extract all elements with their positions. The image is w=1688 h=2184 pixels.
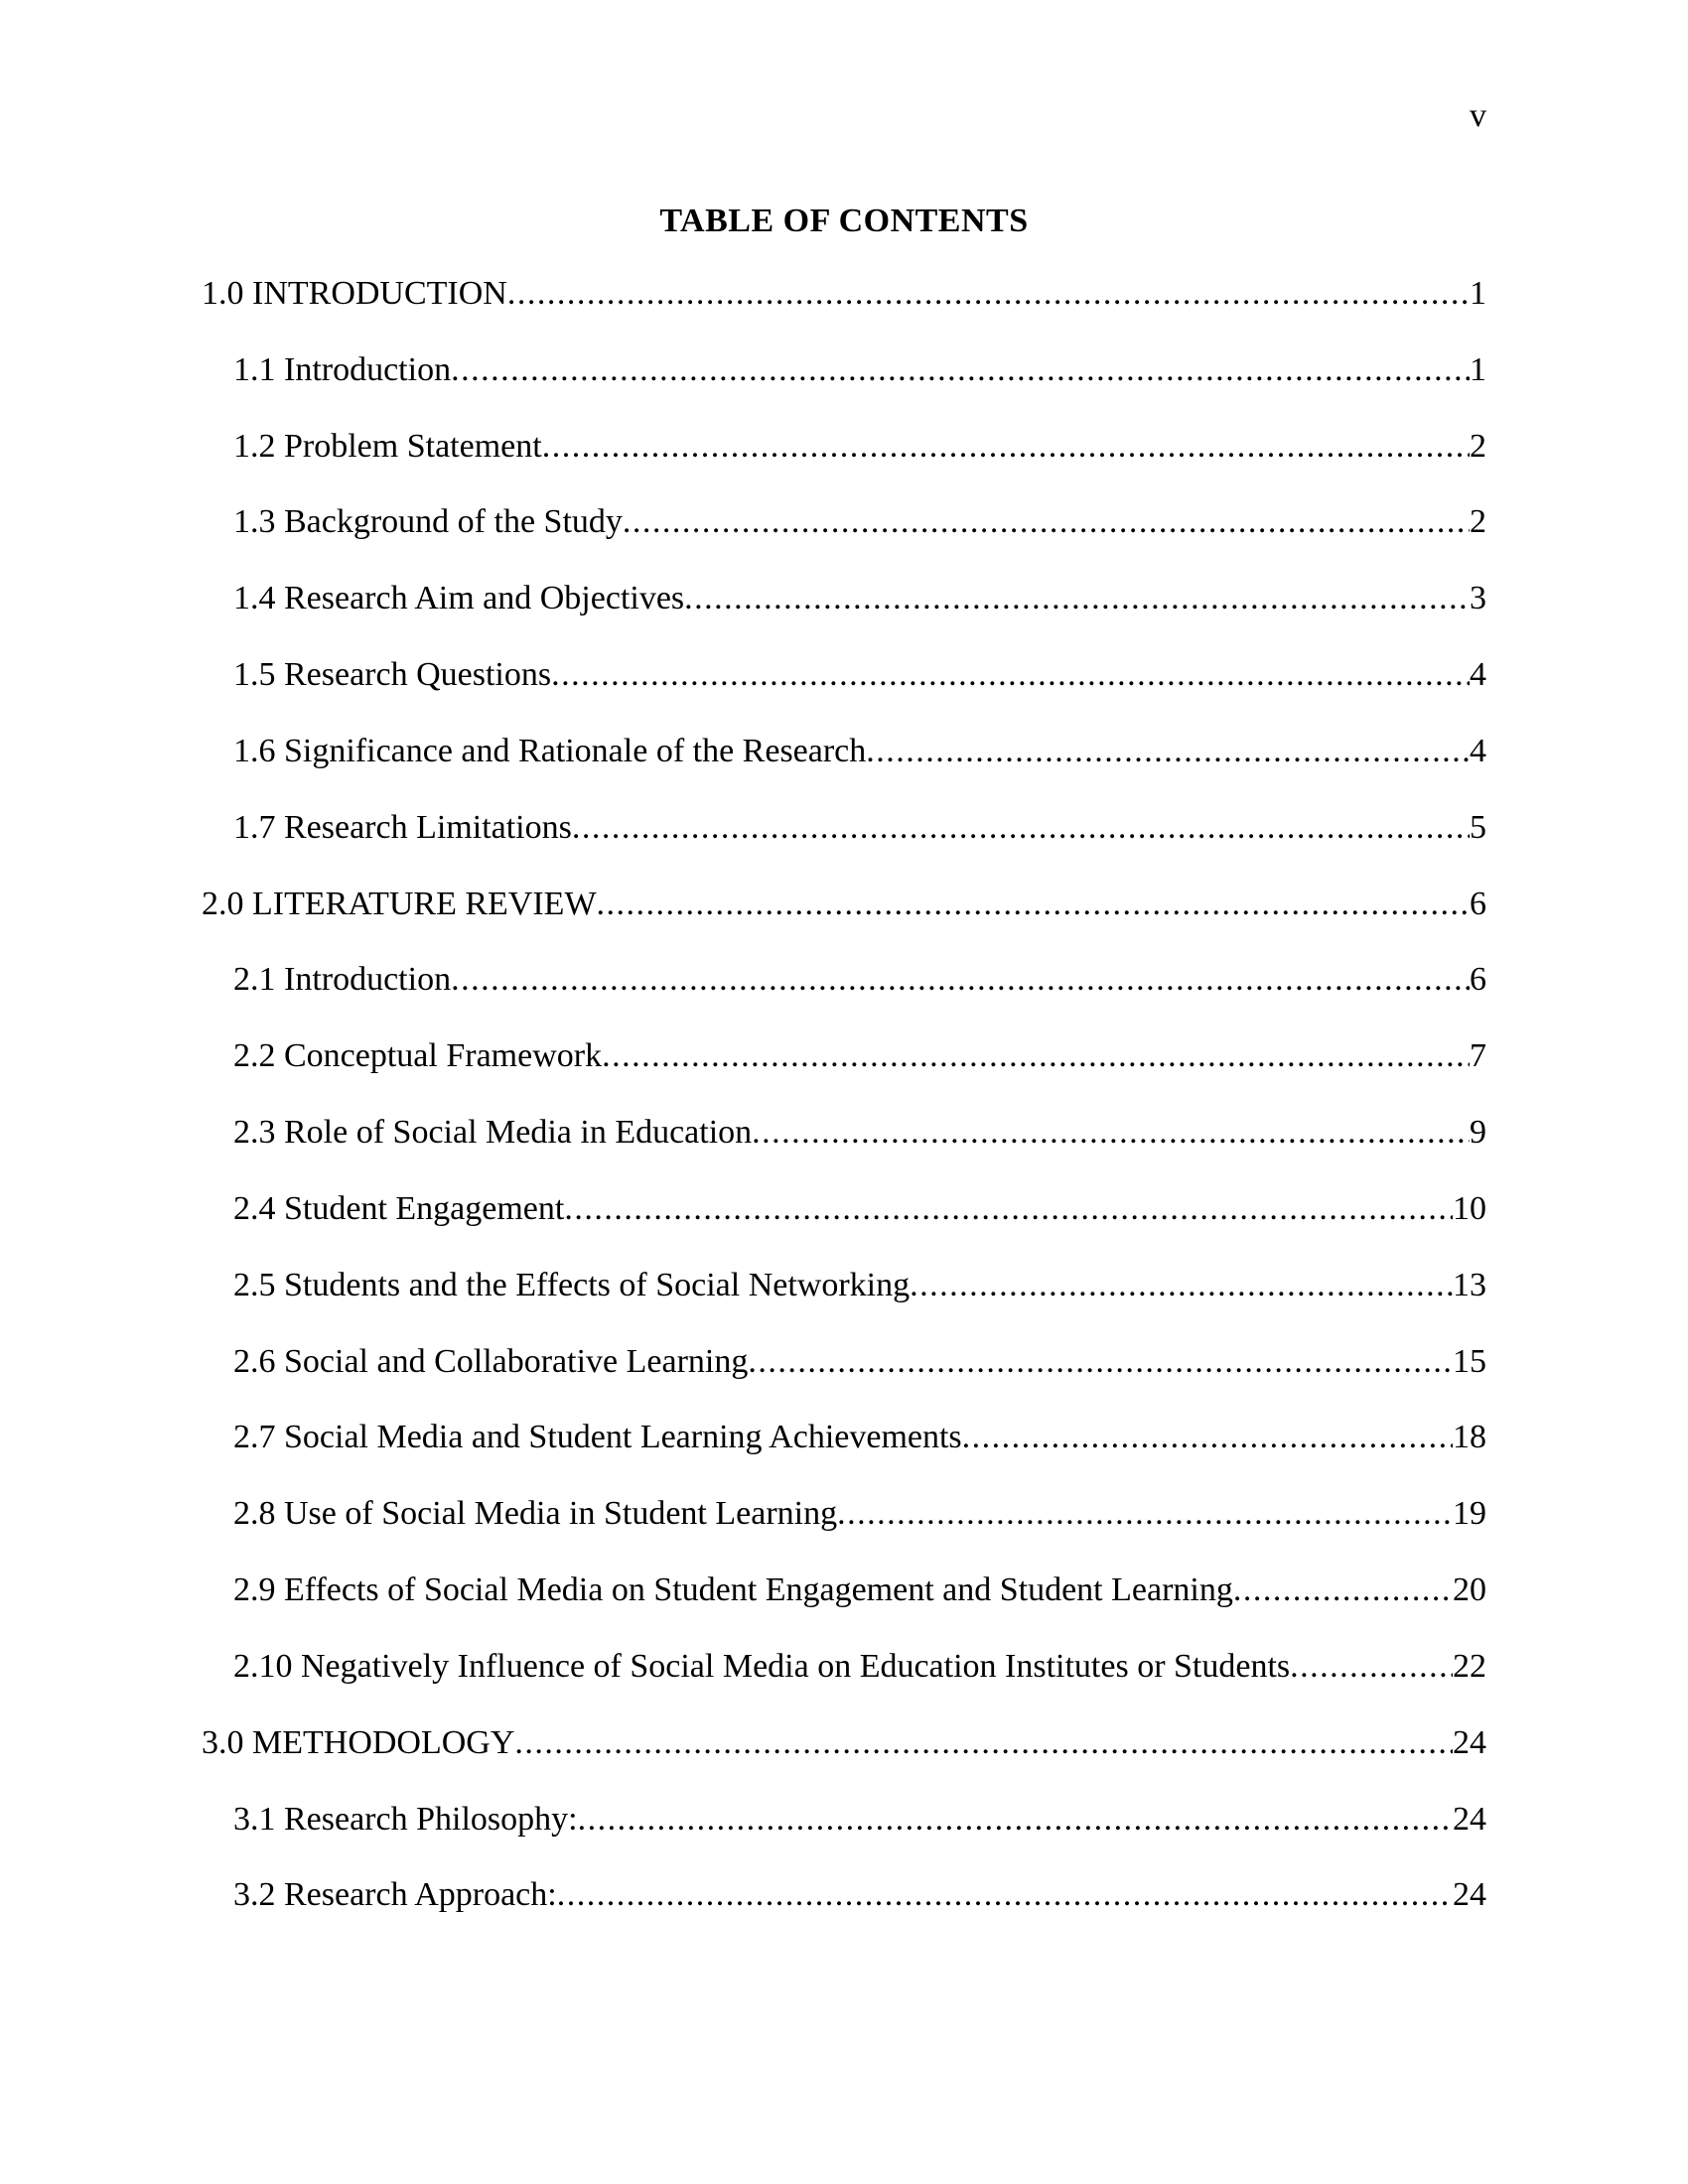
- dot-leader: [602, 1036, 1470, 1076]
- toc-entry-label: 3.1 Research Philosophy:: [233, 1800, 578, 1838]
- toc-entry-page: 6: [1470, 961, 1486, 999]
- toc-entry[interactable]: [202, 1342, 1486, 1419]
- toc-entry[interactable]: [202, 274, 1486, 350]
- toc-entry-page: 4: [1470, 656, 1486, 694]
- dot-leader: [866, 732, 1470, 771]
- toc-entry-page: 24: [1453, 1876, 1486, 1914]
- dot-leader: [564, 1189, 1453, 1229]
- toc-entry-page: 7: [1470, 1037, 1486, 1075]
- toc-entry-page: 2: [1470, 503, 1486, 541]
- toc-entry-label: 2.5 Students and the Effects of Social Networking: [233, 1266, 911, 1303]
- toc-entry[interactable]: [202, 655, 1486, 732]
- toc-entry-label: 2.10 Negatively Influence of Social Media on Education Institutes or Students: [233, 1647, 1291, 1685]
- toc-entry[interactable]: [202, 1189, 1486, 1266]
- toc-entry-label: 2.3 Role of Social Media in Education: [233, 1114, 753, 1152]
- toc-entry-label: 1.2 Problem Statement: [233, 427, 542, 465]
- dot-leader: [1290, 1647, 1453, 1687]
- toc-entry-label: 1.4 Research Aim and Objectives: [233, 580, 685, 617]
- dot-leader: [451, 960, 1470, 1000]
- toc-entry-label: 1.6 Significance and Rationale of the Research: [233, 732, 867, 769]
- toc-entry-page: 4: [1470, 732, 1486, 769]
- toc-entry-page: 5: [1470, 808, 1486, 846]
- toc-entry-label: 2.7 Social Media and Student Learning Achievements: [233, 1419, 962, 1456]
- dot-leader: [962, 1418, 1453, 1457]
- toc-entry[interactable]: [202, 350, 1486, 427]
- dot-leader: [451, 350, 1470, 390]
- toc-entry[interactable]: [202, 885, 1486, 961]
- toc-entry-label: 1.1 Introduction: [233, 350, 452, 388]
- dot-leader: [542, 427, 1470, 467]
- toc-entry[interactable]: [202, 808, 1486, 885]
- toc-title: TABLE OF CONTENTS: [659, 203, 1029, 239]
- toc-entry[interactable]: [202, 732, 1486, 808]
- toc-entry[interactable]: [202, 427, 1486, 503]
- toc-entry-page: 13: [1453, 1266, 1486, 1303]
- toc-entry-label: 1.0 INTRODUCTION: [202, 275, 507, 312]
- dot-leader: [748, 1342, 1453, 1382]
- dot-leader: [1233, 1570, 1453, 1610]
- toc-entry-label: 2.4 Student Engagement: [233, 1189, 565, 1227]
- toc-entry[interactable]: [202, 1266, 1486, 1342]
- dot-leader: [597, 885, 1470, 924]
- dot-leader: [752, 1113, 1470, 1153]
- toc-entry-page: 22: [1453, 1647, 1486, 1685]
- dot-leader: [572, 808, 1470, 848]
- dot-leader: [514, 1723, 1453, 1763]
- toc-entry-label: 1.3 Background of the Study: [233, 503, 623, 541]
- toc-entry-label: 2.1 Introduction: [233, 961, 452, 999]
- toc-entry[interactable]: [202, 1800, 1486, 1876]
- toc-entry-label: 2.6 Social and Collaborative Learning: [233, 1342, 749, 1380]
- toc-entry-page: 20: [1453, 1571, 1486, 1609]
- dot-leader: [551, 655, 1470, 695]
- toc-entry-label: 2.0 LITERATURE REVIEW: [202, 885, 597, 922]
- toc-entry-label: 3.0 METHODOLOGY: [202, 1723, 515, 1761]
- dot-leader: [623, 502, 1470, 542]
- dot-leader: [557, 1875, 1453, 1915]
- toc-entry-page: 15: [1453, 1342, 1486, 1380]
- dot-leader: [507, 274, 1470, 314]
- toc-entry-label: 1.5 Research Questions: [233, 656, 552, 694]
- toc-entry[interactable]: [202, 1036, 1486, 1113]
- toc-entry-label: 2.9 Effects of Social Media on Student Engagement and Student Learning: [233, 1571, 1233, 1609]
- toc-entry-label: 2.8 Use of Social Media in Student Learning: [233, 1495, 838, 1533]
- toc-entry-page: 24: [1453, 1800, 1486, 1838]
- toc-entry[interactable]: [202, 1875, 1486, 1952]
- toc-entry-page: 3: [1470, 580, 1486, 617]
- toc-entry-page: 24: [1453, 1723, 1486, 1761]
- toc-entry-page: 6: [1470, 885, 1486, 922]
- toc-entry-page: 1: [1470, 275, 1486, 312]
- toc-entry-page: 1: [1470, 350, 1486, 388]
- toc-entry-label: 2.2 Conceptual Framework: [233, 1037, 603, 1075]
- page-number: v: [1470, 97, 1486, 134]
- dot-leader: [910, 1266, 1453, 1305]
- toc-list: [202, 274, 1486, 1952]
- toc-entry-label: 3.2 Research Approach:: [233, 1876, 557, 1914]
- toc-entry-page: 2: [1470, 427, 1486, 465]
- toc-entry[interactable]: [202, 1570, 1486, 1647]
- toc-entry[interactable]: [202, 579, 1486, 655]
- toc-entry[interactable]: [202, 1723, 1486, 1800]
- toc-entry[interactable]: [202, 1418, 1486, 1494]
- dot-leader: [578, 1800, 1453, 1840]
- toc-entry[interactable]: [202, 1494, 1486, 1570]
- toc-entry-page: 18: [1453, 1419, 1486, 1456]
- dot-leader: [837, 1494, 1453, 1534]
- toc-entry[interactable]: [202, 1113, 1486, 1189]
- toc-entry[interactable]: [202, 960, 1486, 1036]
- toc-entry-page: 19: [1453, 1495, 1486, 1533]
- dot-leader: [684, 579, 1470, 618]
- toc-entry-page: 10: [1453, 1189, 1486, 1227]
- toc-entry-label: 1.7 Research Limitations: [233, 808, 572, 846]
- toc-entry[interactable]: [202, 1647, 1486, 1723]
- toc-entry-page: 9: [1470, 1114, 1486, 1152]
- toc-entry[interactable]: [202, 502, 1486, 579]
